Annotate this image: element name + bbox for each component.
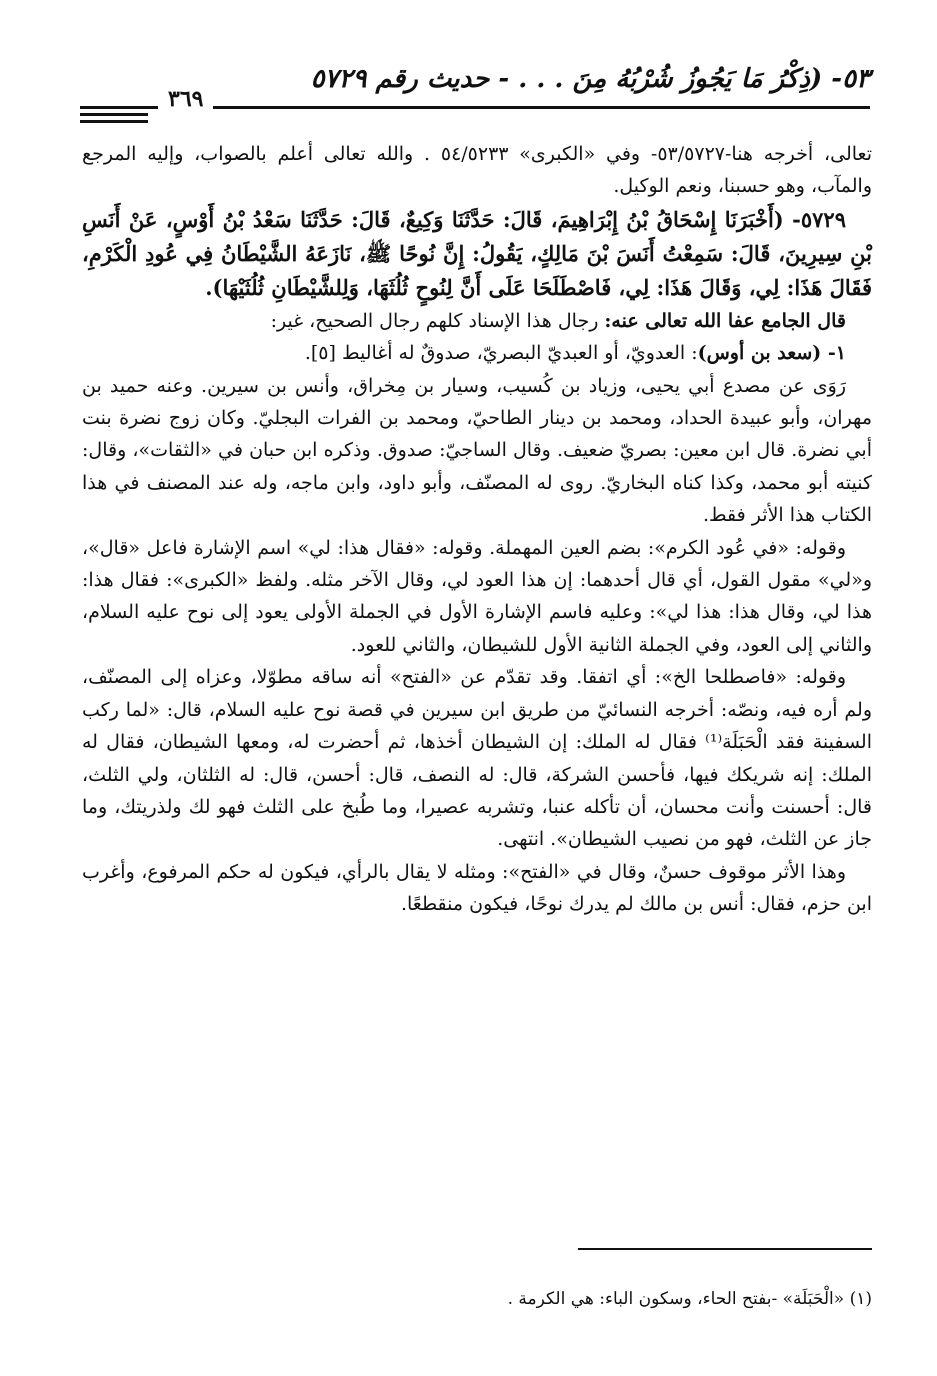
running-title: ٥٣- (ذِكْرُ مَا يَجُوزُ شُرْبُهُ مِنَ . . . - حديث رقم ٥٧٢٩ bbox=[310, 64, 870, 94]
paragraph-lead: قال الجامع عفا الله تعالى عنه: bbox=[604, 309, 846, 332]
main-text bbox=[82, 138, 872, 921]
page-header bbox=[80, 64, 870, 124]
paragraph: وقوله: «في عُود الكرم»: بضم العين المهملة. وقوله: «فقال هذا: لي» اسم الإشارة فاعل «قال»، و«لي» مقول القول، أي قال أحدهما: إن هذا العود لي، وقال الآخر مثله. ولفظ «الكبرى»: فقال هذا: هذا لي، وقال هذا: هذا لي»: وعليه فاسم الإشارة الأول في الجملة الأولى يعود إلى نوح عليه السلام، والثاني إلى العود، وفي الجملة الثانية الأول للشيطان، والثاني للعود. bbox=[82, 536, 872, 656]
paragraph: وقوله: «فاصطلحا الخ»: أي اتفقا. وقد تقدّم عن «الفتح» أنه ساقه مطوّلا، وعزاه إلى المصنّف، ولم أره فيه، ونصّه: أخرجه النسائيّ من طريق ابن سيرين في قصة نوح عليه السلام، قال: «لما ركب السفينة فقد الْحَبَلَة⁽¹⁾ فقال له الملك: إن الشيطان أخذها، ثم أحضرت له، ومعها الشيطان، فقال له الملك: إنه شريكك فيها، فأحسن الشركة، قال: له النصف، قال: أحسن، قال: له الثلثان، ولي الثلث، قال: أحسنت وأنت محسان، أن تأكله عنبا، وتشربه عصيرا، وما طُبخ على الثلث فهو لك ولذريتك، وما جاز عن الثلث، فهو من نصيب الشيطان». انتهى. bbox=[82, 666, 872, 851]
hadith-text: ٥٧٢٩- (أَخْبَرَنَا إِسْحَاقُ بْنُ إِبْرَاهِيمَ، قَالَ: حَدَّثَنَا وَكِيعٌ، قَالَ: حَدَّثَنَا سَعْدُ بْنُ أَوْسٍ، عَنْ أَنَسِ بْنِ سِيرِينَ، قَالَ: سَمِعْتُ أَنَسَ بْنَ مَالِكٍ، يَقُولُ: إِنَّ نُوحًا ﷺ، نَازَعَهُ الشَّيْطَانُ فِي عُودِ الْكَرْمِ، فَقَالَ هَذَا: لِي، وَقَالَ هَذَا: لِي، فَاصْطَلَحَا عَلَى أَنَّ لِنُوحٍ ثُلُثَهَا، وَلِلشَّيْطَانِ ثُلُثَيْهَا). bbox=[82, 206, 872, 300]
header-rule bbox=[80, 120, 148, 123]
paragraph-text: رجال هذا الإسناد كلهم رجال الصحيح، غير: bbox=[270, 309, 605, 332]
paragraph-text: : العدويّ، أو العبديّ البصريّ، صدوقٌ له أغاليط [٥]. bbox=[304, 342, 698, 365]
footnote: (١) «الْحَبَلَة» -بفتح الحاء، وسكون الباء: هي الكرمة . bbox=[507, 1289, 872, 1309]
paragraph bbox=[82, 305, 872, 337]
paragraph: تعالى، أخرجه هنا-٥٣/٥٧٢٧- وفي «الكبرى» ٥٤/٥٢٣٣ . والله تعالى أعلم بالصواب، وإليه المرجع والمآب، وهو حسبنا، ونعم الوكيل. bbox=[82, 143, 873, 198]
footnote-rule bbox=[578, 1248, 872, 1250]
page-number: ٣٦٩ bbox=[158, 86, 213, 112]
paragraph bbox=[82, 337, 872, 369]
narrator-name: ١- (سعد بن أوس) bbox=[697, 342, 846, 365]
paragraph: رَوَى عن مصدع أبي يحيى، وزياد بن كُسيب، وسيار بن مِخراق، وأنس بن سيرين. وعنه حميد بن مهران، وأبو عبيدة الحداد، ومحمد بن دينار الطاحيّ، ومحمد بن الفرات البجليّ. وكان زوج نضرة بنت أبي نضرة. قال ابن معين: بصريّ ضعيف. وقال الساجيّ: صدوق. وذكره ابن حبان في «الثقات»، وقال: كنيته أبو محمد، وكذا كناه البخاريّ. روى له المصنّف، وأبو داود، وابن ماجه، وله عند المصنف في هذا الكتاب هذا الأثر فقط. bbox=[82, 374, 872, 527]
paragraph: وهذا الأثر موقوف حسنٌ، وقال في «الفتح»: ومثله لا يقال بالرأي، فيكون له حكم المرفوع، وأغرب ابن حزم، فقال: أنس بن مالك لم يدرك نوحًا، فيكون منقطعًا. bbox=[82, 860, 872, 916]
header-rule bbox=[80, 113, 148, 116]
